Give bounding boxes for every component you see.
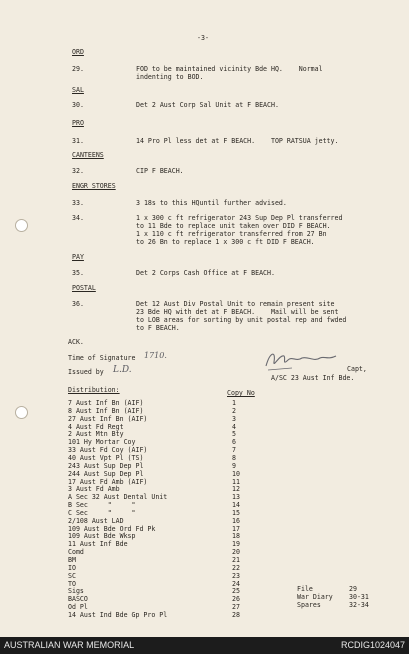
distribution-copy-number: 28 [232,610,240,619]
distribution-heading: Distribution: [68,386,120,394]
distribution-copy-number: 12 [232,485,240,494]
distribution-copy-number: 26 [232,595,240,604]
issued-by-value: L.D. [113,365,132,375]
item-text: indenting to BOD. [136,73,204,81]
distribution-copy-number: 6 [232,438,236,447]
distribution-unit: BASCO [68,595,88,604]
distribution-unit: IO [68,563,76,572]
distribution-unit: 14 Aust Ind Bde Gp Pro Pl [68,610,168,619]
punch-hole [15,406,28,419]
distribution-unit: Sigs [68,587,84,596]
item-text: Det 2 Aust Corp Sal Unit at F BEACH. [136,101,279,109]
item-number: 29. [72,65,84,73]
item-number: 36. [72,300,84,308]
distribution-copy-number: 14 [232,501,240,510]
footer-source: AUSTRALIAN WAR MEMORIAL [4,640,135,650]
other-copy-number: 32-34 [349,601,369,609]
issued-by-label: Issued by [68,368,104,376]
section-heading-sal: SAL [72,86,84,94]
distribution-copy-number: 4 [232,422,236,431]
time-of-signature-value: 1710. [144,351,167,360]
item-text: to 11 Bde to replace unit taken over DID F BEACH. [136,222,331,230]
time-of-signature-label: Time of Signature [68,354,136,362]
distribution-unit: Comd [68,548,84,557]
distribution-copy-number: 22 [232,563,240,572]
distribution-copy-number: 1 [232,399,236,407]
item-number: 30. [72,101,84,109]
distribution-unit: 17 Aust Fd Amb (AIF) [68,477,148,486]
distribution-unit: TO [68,579,76,588]
other-copy-label: File [297,585,313,593]
section-heading-canteens: CANTEENS [72,151,104,159]
distribution-unit: A Sec 32 Aust Dental Unit [68,493,168,502]
section-heading-pro: PRO [72,119,84,127]
distribution-copy-number: 27 [232,603,240,612]
distribution-unit: Od Pl [68,603,88,612]
handwritten-signature [262,344,342,374]
distribution-copy-number: 23 [232,571,240,580]
distribution-unit: SC [68,571,76,580]
distribution-copy-number: 19 [232,540,240,549]
other-copy-number: 30-31 [349,593,369,601]
item-text: 1 x 300 c ft refrigerator 243 Sup Dep Pl transferred [136,214,343,222]
distribution-unit: 2/108 Aust LAD [68,516,124,525]
item-text: Det 2 Corps Cash Office at F BEACH. [136,269,275,277]
item-number: 33. [72,199,84,207]
distribution-copy-number: 8 [232,453,236,462]
item-text: 1 x 110 c ft refrigerator transferred from 27 Bn [136,230,327,238]
distribution-unit: 27 Aust Inf Bn (AIF) [68,414,148,423]
distribution-unit: 243 Aust Sup Dep Pl [68,461,144,470]
other-copy-label: Spares [297,601,321,609]
distribution-copy-number: 13 [232,493,240,502]
other-copy-label: War Diary [297,593,333,601]
item-text: FOD to be maintained vicinity Bde HQ. Normal [136,65,323,73]
signature-unit: A/SC 23 Aust Inf Bde. [271,374,355,382]
section-heading-pay: PAY [72,253,84,261]
ack-label: ACK. [68,338,84,346]
distribution-copy-number: 25 [232,587,240,596]
distribution-copy-number: 17 [232,524,240,533]
distribution-unit: 109 Aust Bde Wksp [68,532,136,541]
item-text: Det 12 Aust Div Postal Unit to remain present site [136,300,335,308]
distribution-unit: 40 Aust Vpt Pl (TS) [68,453,144,462]
item-text: to F BEACH. [136,324,180,332]
signature-rank: Capt, [347,365,367,373]
item-text: 23 Bde HQ with det at F BEACH. Mail will be sent [136,308,339,316]
distribution-unit: 8 Aust Inf Bn (AIF) [68,406,144,415]
distribution-unit: 33 Aust Fd Coy (AIF) [68,446,148,455]
section-heading-ord: ORD [72,48,84,56]
distribution-copy-number: 5 [232,430,236,439]
distribution-unit: 7 Aust Inf Bn (AIF) [68,399,144,407]
distribution-unit: 101 Hy Mortar Coy [68,438,136,447]
distribution-unit: BM [68,556,76,564]
punch-hole [15,219,28,232]
distribution-unit: 2 Aust Mtn Bty [68,430,124,439]
section-heading-engr-stores: ENGR STORES [72,182,116,190]
item-number: 32. [72,167,84,175]
distribution-copy-number: 11 [232,477,240,486]
distribution-unit: 11 Aust Inf Bde [68,540,128,549]
distribution-unit: 244 Aust Sup Dep Pl [68,469,144,478]
distribution-copy-number: 7 [232,446,236,455]
item-number: 31. [72,137,84,145]
item-text: to 26 Bn to replace 1 x 300 c ft DID F BEACH. [136,238,315,246]
other-copy-number: 29 [349,585,357,593]
item-number: 35. [72,269,84,277]
distribution-copy-number: 10 [232,469,240,478]
distribution-unit: 4 Aust Fd Regt [68,422,124,431]
distribution-copy-number: 9 [232,461,236,470]
page-number: -3- [197,34,209,42]
distribution-copy-number: 20 [232,548,240,557]
distribution-unit: C Sec " " [68,508,136,517]
distribution-unit: 109 Aust Bde Ord Fd Pk [68,524,156,533]
distribution-copy-number: 24 [232,579,240,588]
distribution-copy-number: 3 [232,414,236,423]
item-text: to LOB areas for sorting by unit postal rep and fwded [136,316,347,324]
distribution-unit: B Sec " " [68,501,136,510]
copy-no-heading: Copy No [227,389,255,397]
distribution-copy-number: 2 [232,406,236,415]
item-text: 14 Pro Pl less det at F BEACH. TOP RATSUA jetty. [136,137,339,145]
item-text: 3 18s to this HQuntil further advised. [136,199,287,207]
distribution-copy-number: 21 [232,556,240,564]
section-heading-postal: POSTAL [72,284,96,292]
footer-id: RCDIG1024047 [340,640,405,650]
item-number: 34. [72,214,84,222]
archive-footer [0,637,409,654]
item-text: CIP F BEACH. [136,167,184,175]
distribution-unit: 3 Aust Fd Amb [68,485,120,494]
distribution-copy-number: 18 [232,532,240,541]
distribution-copy-number: 15 [232,508,240,517]
distribution-copy-number: 16 [232,516,240,525]
